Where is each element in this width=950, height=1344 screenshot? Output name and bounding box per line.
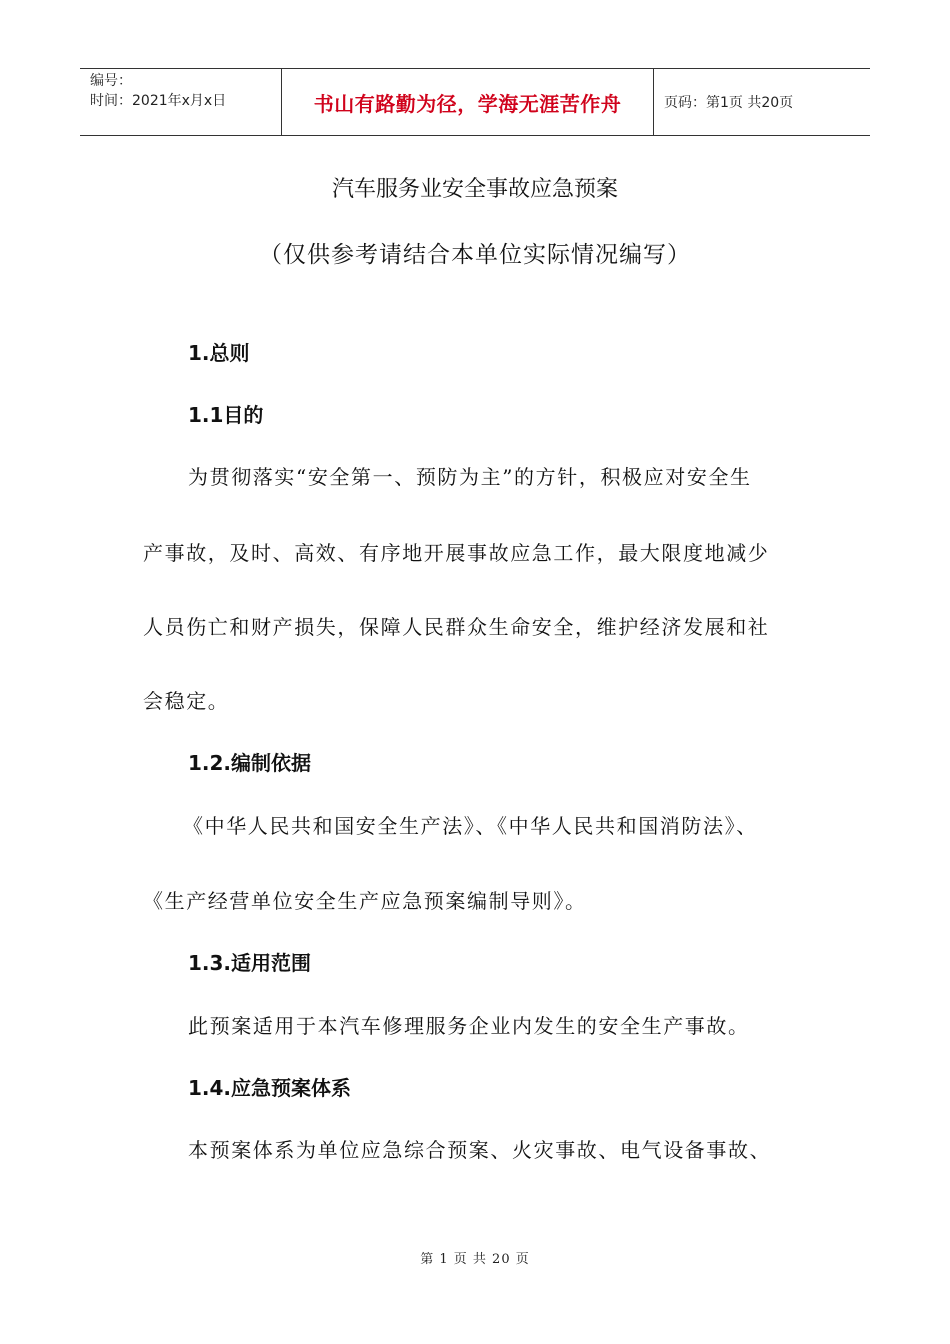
paragraph-line: 人员伤亡和财产损失，保障人民群众生命安全，维护经济发展和社 bbox=[143, 615, 770, 639]
paragraph-line: 《生产经营单位安全生产应急预案编制导则》。 bbox=[143, 889, 587, 913]
document-date-label: 时间：2021年x月x日 bbox=[90, 93, 227, 109]
paragraph-line: 《中华人民共和国安全生产法》、《中华人民共和国消防法》、 bbox=[183, 814, 758, 838]
paragraph-line: 产事故，及时、高效、有序地开展事故应急工作，最大限度地减少 bbox=[143, 541, 770, 565]
document-subtitle: （仅供参考请结合本单位实际情况编写） bbox=[259, 242, 691, 268]
section-heading-purpose: 1.1目的 bbox=[188, 403, 264, 427]
paragraph-line: 本预案体系为单位应急综合预案、火灾事故、电气设备事故、 bbox=[188, 1138, 772, 1162]
header-page-info: 页码：第1页 共20页 bbox=[664, 95, 794, 111]
section-heading-scope: 1.3.适用范围 bbox=[188, 951, 312, 975]
paragraph-line: 为贯彻落实“安全第一、预防为主”的方针，积极应对安全生 bbox=[188, 465, 752, 489]
document-number-label: 编号： bbox=[90, 73, 132, 89]
page-footer: 第 1 页 共 20 页 bbox=[420, 1252, 530, 1267]
page-header-table bbox=[80, 68, 870, 136]
section-heading-plan-system: 1.4.应急预案体系 bbox=[188, 1076, 352, 1100]
paragraph-line: 此预案适用于本汽车修理服务企业内发生的安全生产事故。 bbox=[188, 1014, 750, 1038]
header-meta-cell bbox=[80, 69, 282, 135]
document-title: 汽车服务业安全事故应急预案 bbox=[331, 177, 618, 202]
header-motto: 书山有路勤为径，学海无涯苦作舟 bbox=[282, 69, 654, 135]
section-heading-basis: 1.2.编制依据 bbox=[188, 751, 312, 775]
paragraph-line: 会稳定。 bbox=[143, 689, 230, 713]
section-heading-general: 1.总则 bbox=[188, 341, 250, 365]
